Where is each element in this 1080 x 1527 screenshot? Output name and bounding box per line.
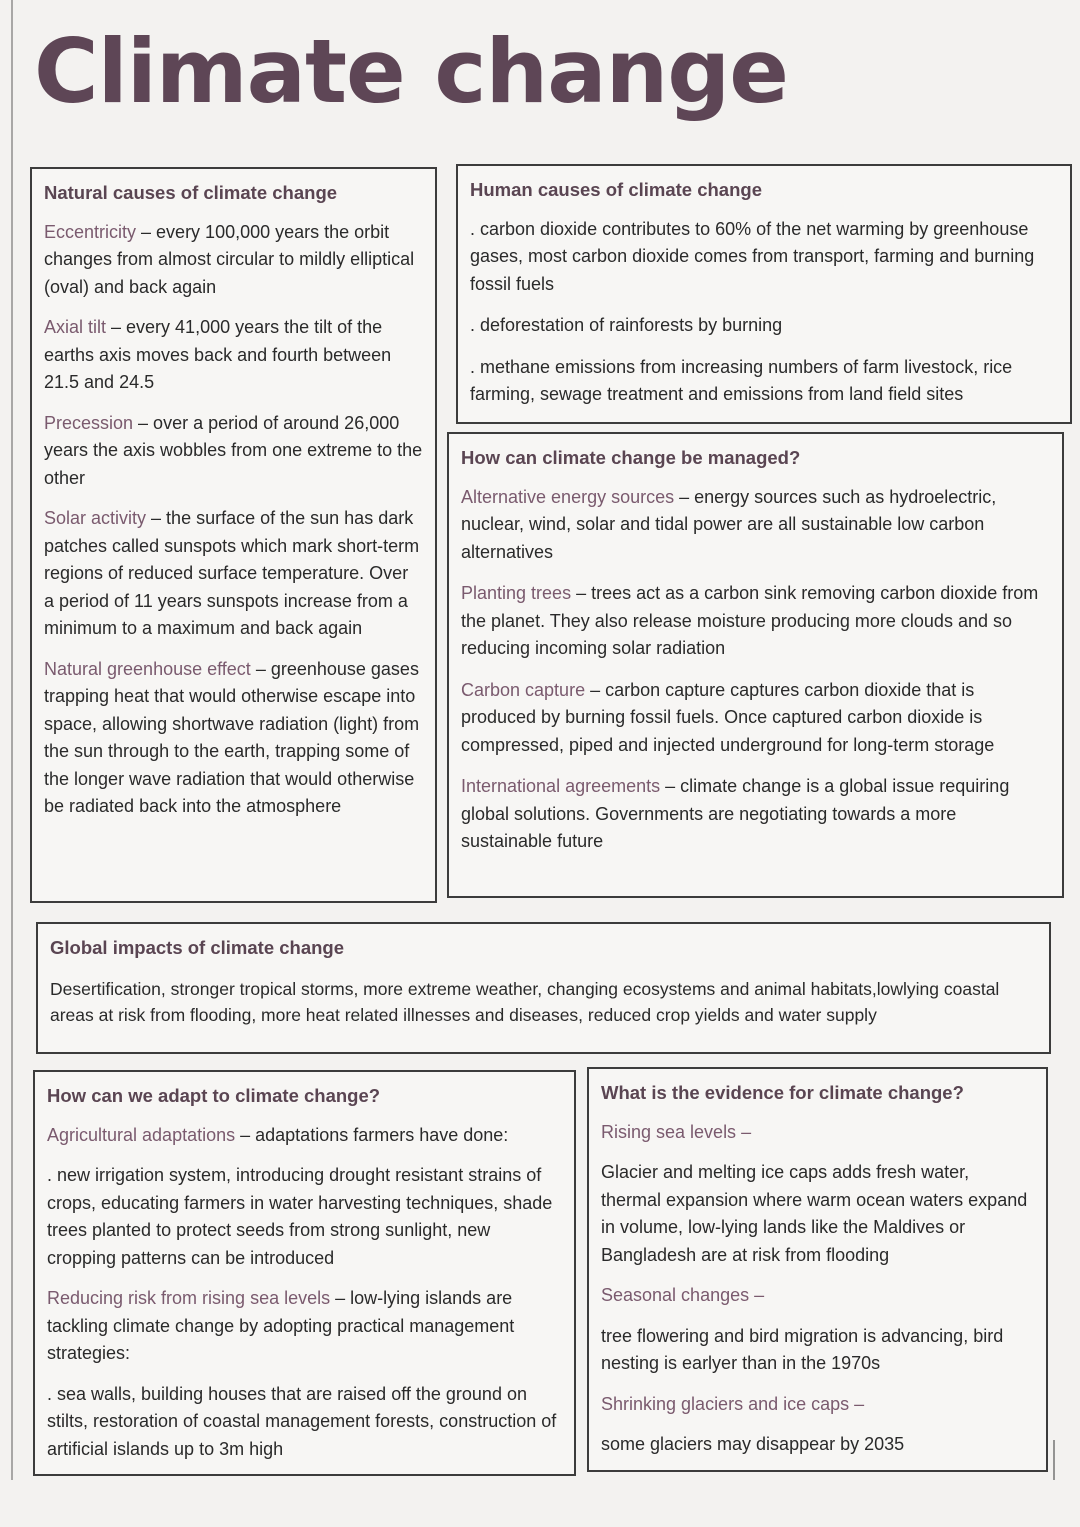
global-impacts-text: Desertification, stronger tropical storms, more extreme weather, changing ecosystems and animal habitats,lowlying coastal areas at risk from flooding, more heat related illnesses and diseases, reduced crop yields and water supply [50, 978, 1000, 1025]
evidence-glaciers-term: Shrinking glaciers and ice caps – [601, 1393, 865, 1414]
human-item-deforestation: . deforestation of rainforests by burning [470, 315, 783, 335]
evidence-glaciers-text: some glaciers may disappear by 2035 [601, 1434, 905, 1454]
evidence-sea-levels-text: Glacier and melting ice caps adds fresh water, thermal expansion where warm ocean waters expand in volume, low-lying lands like the Maldives or Bangladesh are at risk from flooding [601, 1162, 1028, 1265]
page-edge-line [11, 0, 13, 1480]
natural-item-precession: Precession – over a period of around 26,000 years the axis wobbles from one extreme to the other [44, 412, 423, 488]
page-title: Climate change [34, 20, 788, 123]
management-box [447, 432, 1064, 898]
natural-item-greenhouse: Natural greenhouse effect – greenhouse gases trapping heat that would otherwise escape into space, allowing shortwave radiation (light) from the sun through to the earth, trapping some of the longer wave radiation that would otherwise be radiated back into the atmosphere [44, 658, 420, 816]
natural-causes-box [30, 167, 437, 903]
management-heading: How can climate change be managed? [461, 447, 801, 468]
human-causes-heading: Human causes of climate change [470, 179, 762, 200]
adaptation-agricultural: Agricultural adaptations – adaptations farmers have done: [47, 1124, 509, 1145]
adaptation-heading: How can we adapt to climate change? [47, 1085, 381, 1106]
adaptation-box [33, 1070, 576, 1476]
natural-causes-heading: Natural causes of climate change [44, 182, 338, 203]
natural-item-solar-activity: Solar activity – the surface of the sun has dark patches called sunspots which mark short-term regions of reduced surface temperature. Over a period of 11 years sunspots increase from a minimum to a maximum and back again [44, 508, 420, 638]
management-item-trees: Planting trees – trees act as a carbon sink removing carbon dioxide from the planet. They also release moisture producing more clouds and so reducing incoming solar radiation [461, 583, 1039, 658]
evidence-sea-levels-term: Rising sea levels – [601, 1121, 752, 1142]
adaptation-agricultural-list: . new irrigation system, introducing drought resistant strains of crops, educating farmers in water harvesting techniques, shade trees planted to protect seeds from strong sunlight, new cropping patterns can be introduced [47, 1165, 553, 1268]
adaptation-sea-levels: Reducing risk from rising sea levels – low-lying islands are tackling climate change by adopting practical management strategies: [47, 1288, 515, 1363]
human-item-methane: . methane emissions from increasing numbers of farm livestock, rice farming, sewage treatment and emissions from land field sites [470, 356, 1013, 404]
management-item-carbon-capture: Carbon capture – carbon capture captures carbon dioxide that is produced by burning fossil fuels. Once captured carbon dioxide is compressed, piped and injected underground for long-term storage [461, 679, 995, 755]
page-edge-line-right [1053, 1440, 1055, 1480]
evidence-box [587, 1067, 1048, 1472]
evidence-seasonal-text: tree flowering and bird migration is advancing, bird nesting is earlyer than in the 1970s [601, 1325, 1004, 1373]
management-item-agreements: International agreements – climate change is a global issue requiring global solutions. Governments are negotiating towards a more sustainable future [461, 776, 1010, 851]
adaptation-sea-levels-list: . sea walls, building houses that are raised off the ground on stilts, restoration of coastal management forests, construction of artificial islands up to 3m high [47, 1383, 557, 1459]
natural-item-axial-tilt: Axial tilt – every 41,000 years the tilt of the earths axis moves back and fourth between 21.5 and 24.5 [44, 317, 392, 392]
natural-item-eccentricity: Eccentricity – every 100,000 years the orbit changes from almost circular to mildly elliptical (oval) and back again [44, 221, 415, 297]
management-item-energy: Alternative energy sources – energy sources such as hydroelectric, nuclear, wind, solar and tidal power are all sustainable low carbon alternatives [461, 486, 997, 562]
evidence-heading: What is the evidence for climate change? [601, 1082, 964, 1103]
human-item-co2: . carbon dioxide contributes to 60% of the net warming by greenhouse gases, most carbon dioxide comes from transport, farming and burning fossil fuels [470, 218, 1035, 294]
global-impacts-box [36, 922, 1051, 1054]
global-impacts-heading: Global impacts of climate change [50, 937, 345, 958]
human-causes-box [456, 164, 1072, 424]
evidence-seasonal-term: Seasonal changes – [601, 1285, 765, 1305]
